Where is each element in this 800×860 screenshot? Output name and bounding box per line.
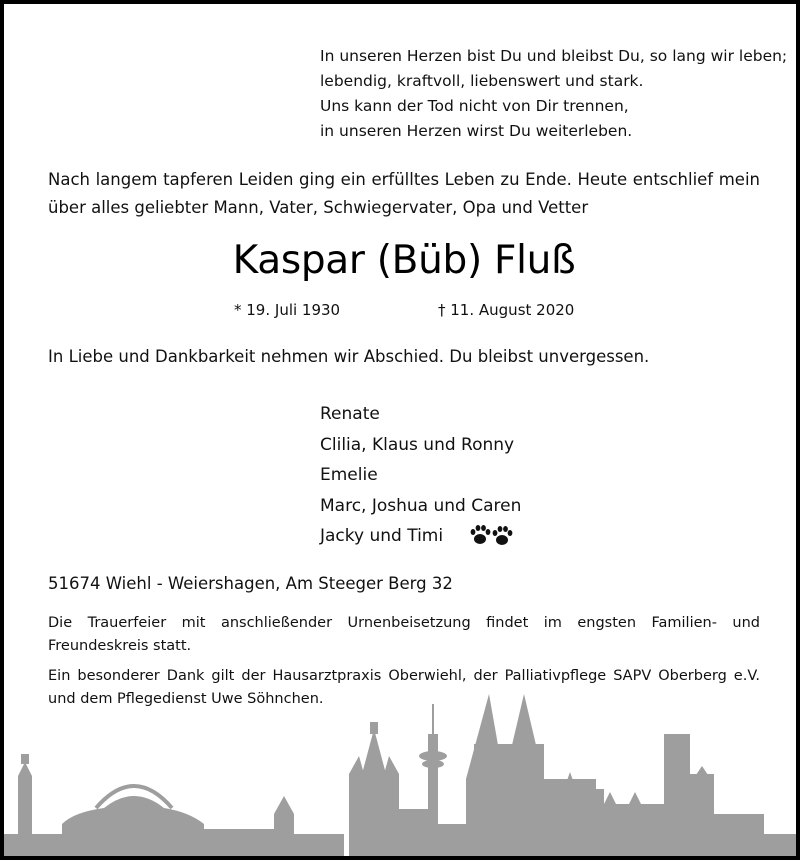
cologne-skyline-silhouette — [4, 684, 800, 860]
mourner: Clilia, Klaus und Ronny — [320, 434, 515, 455]
deceased-name: Kaspar (Büb) Fluß — [232, 238, 576, 283]
poem-line: in unseren Herzen wirst Du weiterleben. — [320, 122, 633, 140]
thanks-notice: Ein besonderer Dank gilt der Hausarztpraxis Oberwiehl, der Palliativpflege SAPV Oberberg e.V. und dem Pflegedienst Uwe Söhnchen. — [48, 668, 760, 707]
address: 51674 Wiehl - Weiershagen, Am Steeger Berg 32 — [48, 574, 453, 593]
mourner: Renate — [320, 404, 380, 424]
poem — [320, 44, 787, 144]
mourner: Jacky und Timi — [320, 526, 444, 546]
birth-date: * 19. Juli 1930 — [234, 301, 341, 319]
mourner: Emelie — [320, 465, 378, 485]
mourner: Marc, Joshua und Caren — [320, 495, 522, 516]
paw-prints-icon — [468, 522, 516, 548]
intro-text: Nach langem tapferen Leiden ging ein erfülltes Leben zu Ende. Heute entschlief mein über alles geliebter Mann, Vater, Schwiegervater, Opa und Vetter — [48, 170, 760, 217]
funeral-notice: Die Trauerfeier mit anschließender Urnenbeisetzung findet im engsten Familien- und Freundeskreis statt. — [48, 615, 760, 654]
poem-line: In unseren Herzen bist Du und bleibst Du, so lang wir leben; — [320, 47, 788, 65]
poem-line: lebendig, kraftvoll, liebenswert und stark. — [320, 72, 644, 90]
poem-line: Uns kann der Tod nicht von Dir trennen, — [320, 97, 629, 115]
farewell-text: In Liebe und Dankbarkeit nehmen wir Abschied. Du bleibst unvergessen. — [48, 347, 650, 366]
death-date: † 11. August 2020 — [438, 301, 575, 319]
